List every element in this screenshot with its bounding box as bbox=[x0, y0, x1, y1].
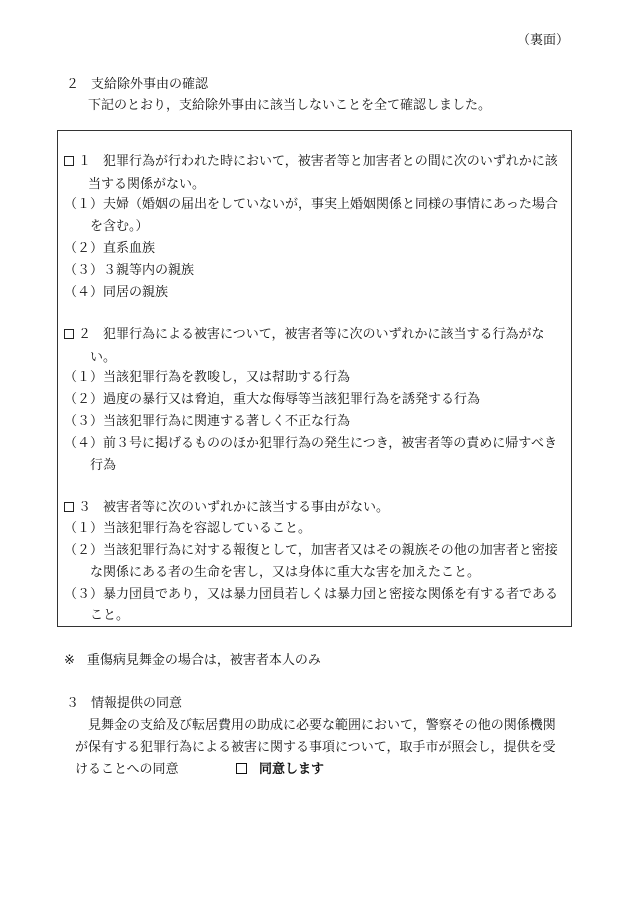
note-row bbox=[64, 653, 321, 669]
item1-number: １ bbox=[78, 154, 92, 169]
item3-sub-3-cont: こと。 bbox=[90, 608, 130, 623]
item2-number: ２ bbox=[78, 327, 92, 342]
page-side-label: （裏面） bbox=[517, 33, 570, 48]
note-mark: ※ bbox=[64, 653, 75, 668]
item3-sub-2: （２）当該犯罪行為に対する報復として，加害者又はその親族その他の加害者と密接 bbox=[64, 543, 558, 558]
item2-sub-4: （４）前３号に掲げるもののほか犯罪行為の発生につき，被害者等の責めに帰すべき bbox=[64, 436, 557, 451]
item3-number: ３ bbox=[78, 500, 92, 515]
section2-intro: 下記のとおり，支給除外事由に該当しないことを全て確認しました。 bbox=[88, 98, 492, 113]
item1-sub-3: （３）３親等内の親族 bbox=[64, 263, 195, 278]
item2-line2: い。 bbox=[90, 350, 117, 365]
item3-line1: 被害者等に次のいずれかに該当する事由がない。 bbox=[103, 500, 390, 515]
section3-line3: けることへの同意 bbox=[75, 762, 179, 777]
item3-sub-1: （１）当該犯罪行為を容認していること。 bbox=[64, 521, 312, 536]
item2-sub-2: （２）過度の暴行又は脅迫，重大な侮辱等当該犯罪行為を誘発する行為 bbox=[64, 392, 481, 407]
item3-row bbox=[64, 500, 389, 516]
section2-title: 支給除外事由の確認 bbox=[91, 77, 209, 92]
item2-sub-3: （３）当該犯罪行為に関連する著しく不正な行為 bbox=[64, 414, 351, 429]
item2-line1: 犯罪行為による被害について，被害者等に次のいずれかに該当する行為がな bbox=[103, 327, 545, 342]
section3-title: 情報提供の同意 bbox=[91, 696, 183, 711]
section2-number: ２ bbox=[66, 77, 80, 92]
consent-option[interactable] bbox=[236, 762, 324, 778]
section2-heading bbox=[66, 77, 208, 93]
item3-checkbox[interactable] bbox=[64, 502, 74, 512]
note-text: 重傷病見舞金の場合は，被害者本人のみ bbox=[86, 653, 321, 668]
item3-sub-3: （３）暴力団員であり，又は暴力団員若しくは暴力団と密接な関係を有する者である bbox=[64, 587, 559, 602]
item1-checkbox[interactable] bbox=[64, 156, 74, 166]
section3-heading bbox=[66, 696, 182, 712]
item2-row bbox=[64, 327, 545, 343]
section3-line1: 見舞金の支給及び転居費用の助成に必要な範囲において，警察その他の関係機関 bbox=[88, 718, 556, 733]
item1-sub-4: （４）同居の親族 bbox=[64, 285, 169, 300]
item1-sub-1-cont: を含む。） bbox=[90, 219, 149, 234]
item1-line2: 当する関係がない。 bbox=[88, 177, 206, 192]
item2-sub-1: （１）当該犯罪行為を教唆し，又は幇助する行為 bbox=[64, 370, 351, 385]
item1-line1: 犯罪行為が行われた時において，被害者等と加害者との間に次のいずれかに該 bbox=[103, 154, 558, 169]
section3-line2: が保有する犯罪行為による被害に関する事項について，取手市が照会し，提供を受 bbox=[75, 740, 556, 755]
item1-sub-1: （１）夫婦（婚姻の届出をしていないが，事実上婚姻関係と同様の事情にあった場合 bbox=[64, 197, 558, 212]
consent-checkbox[interactable] bbox=[236, 763, 247, 774]
item2-sub-4-cont: 行為 bbox=[90, 458, 117, 473]
item1-row bbox=[64, 154, 558, 170]
item3-sub-2-cont: な関係にある者の生命を害し，又は身体に重大な害を加えたこと。 bbox=[90, 565, 481, 580]
consent-label: 同意します bbox=[259, 762, 325, 777]
item1-sub-2: （２）直系血族 bbox=[64, 241, 156, 256]
section3-number: ３ bbox=[66, 696, 80, 711]
item2-checkbox[interactable] bbox=[64, 329, 74, 339]
